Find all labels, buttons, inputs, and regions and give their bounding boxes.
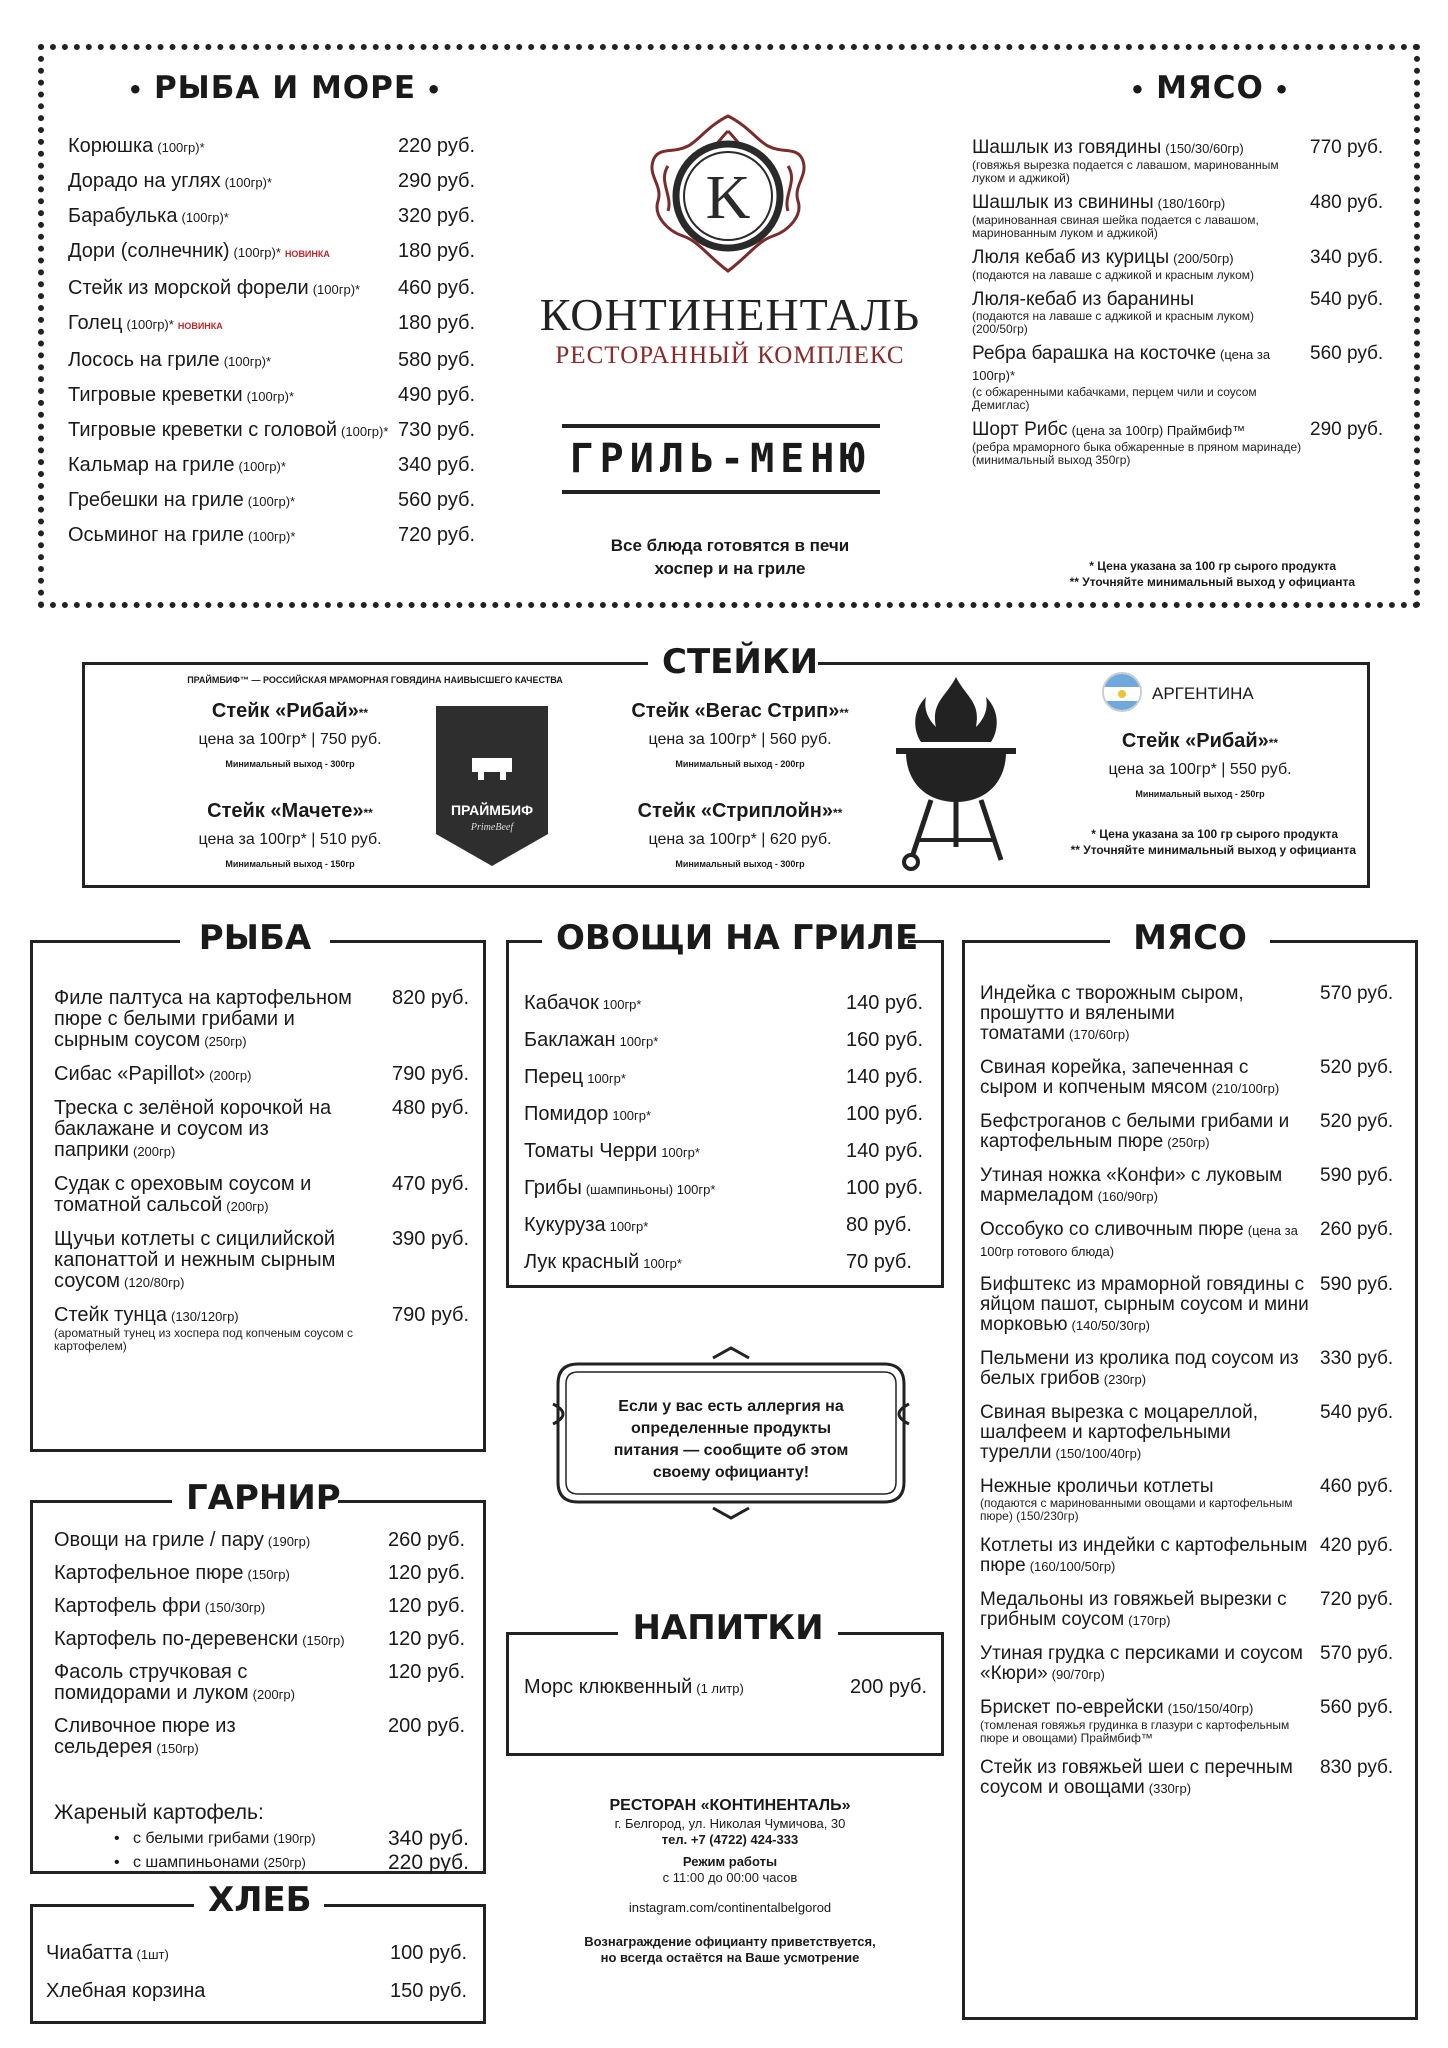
item-price: 140 руб. [846,1140,924,1162]
list-item [68,136,488,158]
garnish-fried: Жареный картофель: • с белыми грибами (190гр) 340 руб. • с шампиньонами (250гр) 220 руб. [54,1802,474,1874]
item-price: 120 руб. [388,1661,466,1683]
item-weight: (цена за 100гр)* [972,347,1271,383]
item-name: Котлеты из индейки с картофельным пюре [980,1535,1308,1576]
list-item [972,290,1392,336]
list-item [980,984,1406,1045]
item-name: Пельмени из кролика под соусом из белых грибов [980,1348,1299,1389]
logo-name: КОНТИНЕНТАЛЬ [539,289,921,340]
item-name: Корюшка [68,135,154,157]
logo-subtitle: РЕСТОРАННЫЙ КОМПЛЕКС [555,342,905,369]
list-item [972,344,1392,412]
drinks-list [524,1676,930,1708]
item-name: Гребешки на гриле [68,489,244,511]
steak-machete: Стейк «Мачете»** цена за 100гр* | 510 руб. Минимальный выход - 150гр [198,800,382,869]
item-name: Филе палтуса на картофельном пюре с белыми грибами и сырным соусом [54,987,352,1051]
item-price: 160 руб. [846,1029,924,1051]
item-weight: (100гр)* [157,140,205,155]
steaks-note-2: ** Уточняйте минимальный выход у официанта [1070,843,1356,857]
list-item [980,1220,1406,1262]
item-price: 420 руб. [1320,1535,1394,1556]
item-name: Дори (солнечник) [68,240,230,262]
item-price: 460 руб. [1320,1476,1394,1497]
list-item [54,1098,474,1162]
item-name: Осьминог на гриле [68,524,245,546]
item-description: (подаются на лаваше с аджикой и красным луком) [972,268,1254,282]
item-price: 80 руб. [846,1214,912,1236]
list-item [980,1058,1406,1099]
veg-title: ОВОЩИ НА ГРИЛЕ [542,918,908,958]
item-weight: (200гр) [209,1068,252,1083]
item-price: 730 руб. [398,419,476,441]
restaurant-info: РЕСТОРАН «КОНТИНЕНТАЛЬ» г. Белгород, ул. Николая Чумичова, 30 тел. +7 (4722) 424-333 Режим работы с 11:00 до 00:00 часов instagram.com/continentalbelgorod Вознаграждение официанту приветствуется, но всегда остаётся на Ваше усмотрение [560,1796,900,1966]
item-name: Щучьи котлеты с сицилийской капонаттой и нежным сырным соусом [54,1228,336,1292]
new-badge: НОВИНКА [284,249,330,259]
item-name: Картофель фри [54,1595,201,1617]
item-price: 150 руб. [390,1980,468,2002]
fish-list [54,988,474,1365]
item-description: (ароматный тунец из хоспера под копченым соусом с картофелем) [54,1326,354,1353]
list-item [54,1064,474,1086]
item-weight: (100гр)* [341,424,389,439]
list-item [524,992,924,1016]
item-name: Томаты Черри [524,1140,658,1162]
item-name: Шорт Рибс [972,419,1068,440]
item-name: Тигровые креветки с головой [68,419,338,441]
list-item [68,490,488,512]
item-name: Фасоль стручковая с помидорами и луком [54,1661,249,1704]
item-price: 520 руб. [1320,1057,1394,1078]
item-description: (томленая говяжья грудинка в глазури с картофельным пюре и овощами) Праймбиф™ [980,1718,1290,1745]
item-name: Картофельное пюре [54,1562,244,1584]
item-weight: 100гр* [612,1108,652,1123]
item-name: Оссобуко со сливочным пюре [980,1219,1244,1240]
meat-top-note-1: * Цена указана за 100 гр сырого продукта [1089,559,1336,573]
item-name: Свиная корейка, запеченная с сыром и копченым мясом [980,1057,1249,1098]
item-name: Шашлык из свинины [972,192,1154,213]
item-name: Бефстроганов с белыми грибами и картофельным пюре [980,1111,1290,1152]
list-item [524,1066,924,1090]
item-price: 790 руб. [392,1304,470,1326]
item-weight: (160/100/50гр) [1029,1559,1116,1574]
item-name: Сибас «Papillot» [54,1063,206,1085]
item-name: Бифштекс из мраморной говядины с яйцом пашот, сырным соусом и мини морковью [980,1274,1309,1335]
fish-sea-title: • РЫБА И МОРЕ • [127,70,443,106]
item-weight: (200гр) [133,1144,176,1159]
item-price: 180 руб. [398,240,476,262]
item-name: Медальоны из говяжьей вырезки с грибным соусом [980,1589,1287,1630]
item-name: Тигровые креветки [68,384,243,406]
logo-ornament-icon [628,106,828,286]
list-item: • с шампиньонами (250гр) 220 руб. [114,1851,469,1874]
item-weight: 100гр* [587,1071,626,1086]
list-item [980,1349,1406,1390]
item-name: Овощи на гриле / пару [54,1529,264,1551]
list-item [980,1112,1406,1153]
item-weight: (170гр) [1128,1613,1171,1628]
item-price: 100 руб. [846,1103,924,1125]
steak-vegas-strip: Стейк «Вегас Стрип»** цена за 100гр* | 560 руб. Минимальный выход - 200гр [631,700,849,769]
bread-list [46,1942,474,2016]
item-description: (ребра мраморного быка обжаренные в пряном маринаде) (минимальный выход 350гр) [972,440,1302,467]
list-item [46,1980,474,2002]
divider [562,490,880,494]
list-item [54,1563,474,1585]
item-weight: (150гр) [302,1633,345,1648]
item-name: Стейк из говяжьей шеи с перечным соусом и овощами [980,1757,1293,1798]
item-weight: (1шт) [136,1947,169,1962]
item-name: Сливочное пюре из сельдерея [54,1715,236,1758]
item-weight: 100гр* [602,997,642,1012]
item-price: 340 руб. [1310,247,1384,268]
list-item [980,1698,1406,1745]
item-name: Голец [68,312,123,334]
item-name: Стейк из морской форели [68,277,309,299]
divider [562,424,880,428]
list-item [54,1662,474,1705]
item-weight: (100гр)* [233,245,281,260]
item-weight: (130/120гр) [171,1309,239,1324]
item-name: Свиная вырезка с моцареллой, шалфеем и картофельными турелли [980,1402,1259,1463]
steak-ribeye-1: Стейк «Рибай»** цена за 100гр* | 750 руб. Минимальный выход - 300гр [198,700,382,769]
item-price: 330 руб. [1320,1348,1394,1369]
item-name: Утиная ножка «Конфи» с луковым мармеладом [980,1165,1283,1206]
item-name: Люля-кебаб из баранины [972,289,1195,310]
item-price: 100 руб. [390,1942,468,1964]
item-weight: (150/30/60гр) [1165,141,1244,156]
item-price: 540 руб. [1320,1402,1394,1423]
drinks-title: НАПИТКИ [618,1608,838,1648]
item-price: 120 руб. [388,1628,466,1650]
fish-sea-list [68,136,488,560]
item-name: Чиабатта [46,1942,133,1964]
item-name: Кабачок [524,992,599,1014]
item-weight: (100гр)* [238,459,286,474]
item-weight: (100гр)* [246,389,295,404]
item-price: 580 руб. [398,349,476,371]
item-weight: (230гр) [1103,1372,1147,1387]
list-item [54,1530,474,1552]
list-item [524,1214,924,1238]
item-price: 590 руб. [1320,1274,1394,1295]
list-item [68,241,488,265]
item-description: (подаются с маринованными овощами и картофельным пюре) (150/230гр) [980,1496,1293,1523]
item-name: Треска с зелёной корочкой на баклажане и соусом из паприки [54,1097,332,1161]
garnish-list [54,1530,474,1770]
steaks-title: СТЕЙКИ [648,642,818,682]
item-price: 520 руб. [1320,1111,1394,1132]
bread-title: ХЛЕБ [194,1880,324,1920]
fish-title: РЫБА [180,918,330,958]
item-price: 830 руб. [1320,1757,1394,1778]
item-weight: (160/90гр) [1097,1189,1158,1204]
item-price: 320 руб. [398,205,476,227]
item-price: 200 руб. [388,1715,466,1737]
item-price: 290 руб. [398,170,476,192]
argentina-flag-icon [1102,672,1142,712]
item-weight: 100гр* [643,1256,682,1271]
list-item [68,420,488,442]
meat-list [980,984,1406,1812]
list-item [54,1305,474,1353]
item-weight: (180/160гр) [1157,196,1226,211]
item-price: 100 руб. [846,1177,924,1199]
list-item [972,420,1392,467]
item-name: Судак с ореховым соусом и томатной сальсой [54,1173,312,1216]
item-weight: (150/150/40гр) [1167,1701,1254,1716]
primebeef-header: ПРАЙМБИФ™ — РОССИЙСКАЯ МРАМОРНАЯ ГОВЯДИНА НАИВЫСШЕГО КАЧЕСТВА [187,675,563,685]
item-price: 540 руб. [1310,289,1384,310]
item-weight: 100гр* [661,1145,700,1160]
item-price: 560 руб. [398,489,476,511]
steaks-note-1: * Цена указана за 100 гр сырого продукта [1091,827,1338,841]
item-price: 720 руб. [1320,1589,1394,1610]
item-weight: (330гр) [1148,1781,1192,1796]
item-weight: (190гр) [267,1534,311,1549]
item-weight: (100гр)* [312,282,361,297]
grill-menu-title: ГРИЛЬ-МЕНЮ [569,436,871,482]
list-item [524,1140,924,1164]
item-name: Кукуруза [524,1214,606,1236]
list-item [980,1166,1406,1207]
list-item [54,988,474,1052]
item-price: 120 руб. [388,1595,466,1617]
item-name: Стейк тунца [54,1304,167,1326]
steak-ribeye-argentina: Стейк «Рибай»** цена за 100гр* | 550 руб. Минимальный выход - 250гр [1108,730,1292,799]
item-price: 140 руб. [846,992,924,1014]
list-item [972,248,1392,282]
item-weight: (200гр) [252,1687,295,1702]
item-weight: (150/30гр) [204,1600,266,1615]
item-name: Грибы [524,1177,582,1199]
list-item [524,1029,924,1053]
item-name: Люля кебаб из курицы [972,247,1170,268]
item-price: 480 руб. [392,1097,470,1119]
item-price: 790 руб. [392,1063,470,1085]
item-name: Нежные кроличьи котлеты [980,1476,1214,1497]
item-weight: (200/50гр) [1173,251,1234,266]
item-price: 480 руб. [1310,192,1384,213]
item-name: Ребра барашка на косточке [972,343,1217,364]
list-item [68,313,488,337]
item-price: 770 руб. [1310,137,1384,158]
list-item [980,1403,1406,1464]
list-item [972,193,1392,240]
item-price: 200 руб. [850,1676,928,1698]
item-name: Картофель по-деревенски [54,1628,299,1650]
item-price: 260 руб. [1320,1219,1394,1240]
list-item [68,455,488,477]
list-item [68,206,488,228]
item-description: (подаются на лаваше с аджикой и красным луком) (200/50гр) [972,309,1254,336]
item-weight: (100гр)* [126,317,174,332]
allergy-frame: Если у вас есть аллергия на определенные продукты питания — сообщите об этом своему официанту! [548,1344,914,1522]
grill-note: Все блюда готовятся в печи хоспер и на гриле [610,536,850,578]
list-item [68,385,488,407]
item-weight: (шампиньоны) 100гр* [585,1182,716,1197]
item-weight: (цена за 100гр) Праймбиф™ [1071,423,1246,438]
item-name: Перец [524,1066,584,1088]
item-name: Кальмар на гриле [68,454,235,476]
item-name: Брискет по-еврейски [980,1697,1164,1718]
item-weight: (210/100гр) [1211,1081,1280,1096]
svg-text:K: K [705,164,751,232]
list-item [972,138,1392,185]
list-item [68,350,488,372]
item-weight: (100гр)* [223,354,272,369]
item-name: Помидор [524,1103,609,1125]
item-price: 470 руб. [392,1173,470,1195]
item-weight: 100гр* [609,1219,649,1234]
item-name: Баклажан [524,1029,616,1051]
item-price: 490 руб. [398,384,476,406]
item-price: 180 руб. [398,312,476,334]
item-weight: (150гр) [156,1741,199,1756]
list-item [980,1644,1406,1685]
meat-top-title: • МЯСО • [1129,70,1291,106]
item-weight: (90/70гр) [1051,1667,1105,1682]
item-price: 70 руб. [846,1251,912,1273]
item-price: 390 руб. [392,1228,470,1250]
veg-list [524,992,924,1288]
item-name: Хлебная корзина [46,1980,206,2002]
item-price: 260 руб. [388,1529,466,1551]
item-weight: (100гр)* [181,210,229,225]
item-price: 140 руб. [846,1066,924,1088]
item-description: (с обжаренными кабачками, перцем чили и соусом Демиглас) [972,385,1257,412]
argentina-label: АРГЕНТИНА [1152,684,1254,703]
item-weight: (150гр) [247,1567,290,1582]
list-item [54,1629,474,1651]
item-name: Утиная грудка с персиками и соусом «Кюри» [980,1643,1303,1684]
item-name: Индейка с творожным сыром, прошутто и вялеными томатами [980,983,1244,1044]
list-item [980,1590,1406,1631]
item-weight: (170/60гр) [1069,1027,1130,1042]
item-price: 560 руб. [1310,343,1384,364]
item-price: 460 руб. [398,277,476,299]
item-price: 820 руб. [392,987,470,1009]
item-price: 560 руб. [1320,1697,1394,1718]
item-price: 290 руб. [1310,419,1384,440]
item-weight: (100гр)* [247,494,296,509]
item-name: Лосось на гриле [68,349,220,371]
meat-top-list [972,138,1392,475]
new-badge: НОВИНКА [177,321,223,331]
list-item [524,1103,924,1127]
item-price: 720 руб. [398,524,476,546]
list-item [54,1716,474,1759]
item-description: (говяжья вырезка подается с лавашом, маринованным луком и аджикой) [972,158,1279,185]
item-weight: (250гр) [204,1034,247,1049]
meat-top-note-2: ** Уточняйте минимальный выход у официанта [1069,575,1355,589]
item-name: Лук красный [524,1251,640,1273]
item-weight: (цена за 100гр готового блюда) [980,1223,1298,1259]
item-weight: 100гр* [619,1034,659,1049]
garnish-title: ГАРНИР [172,1478,338,1518]
list-item [68,525,488,547]
list-item [68,171,488,193]
item-weight: (140/50/30гр) [1071,1318,1151,1333]
list-item [54,1596,474,1618]
instagram-link[interactable]: instagram.com/continentalbelgorod [628,1900,832,1915]
item-name: Дорадо на углях [68,170,221,192]
item-weight: (100гр)* [248,529,296,544]
item-weight: (1 литр) [696,1681,744,1696]
list-item: • с белыми грибами (190гр) 340 руб. [114,1827,469,1850]
list-item [980,1758,1406,1799]
item-price: 570 руб. [1320,1643,1394,1664]
list-item [46,1942,474,1966]
item-name: Барабулька [68,205,178,227]
item-price: 590 руб. [1320,1165,1394,1186]
list-item [980,1536,1406,1577]
item-price: 340 руб. [398,454,476,476]
item-price: 570 руб. [1320,983,1394,1004]
item-weight: (200гр) [226,1199,269,1214]
list-item [524,1251,924,1275]
meat-title: МЯСО [1110,918,1270,958]
list-item [524,1676,930,1700]
list-item [980,1275,1406,1336]
list-item [980,1477,1406,1523]
item-name: Морс клюквенный [524,1676,693,1698]
steak-striploin: Стейк «Стриплойн»** цена за 100гр* | 620 руб. Минимальный выход - 300гр [637,800,843,869]
item-name: Шашлык из говядины [972,137,1162,158]
logo-emblem [628,106,828,286]
list-item [524,1177,924,1201]
list-item [68,278,488,300]
item-weight: (250гр) [1167,1135,1210,1150]
list-item [54,1229,474,1293]
item-weight: (120/80гр) [124,1275,185,1290]
item-description: (маринованная свиная шейка подается с лавашом, маринованным луком и аджикой) [972,213,1259,240]
list-item [54,1174,474,1217]
item-price: 120 руб. [388,1562,466,1584]
item-weight: (150/100/40гр) [1055,1446,1142,1461]
primebeef-badge: ПРАЙМБИФ PrimeBeef [436,706,548,866]
item-price: 220 руб. [398,135,476,157]
item-weight: (100гр)* [224,175,272,190]
